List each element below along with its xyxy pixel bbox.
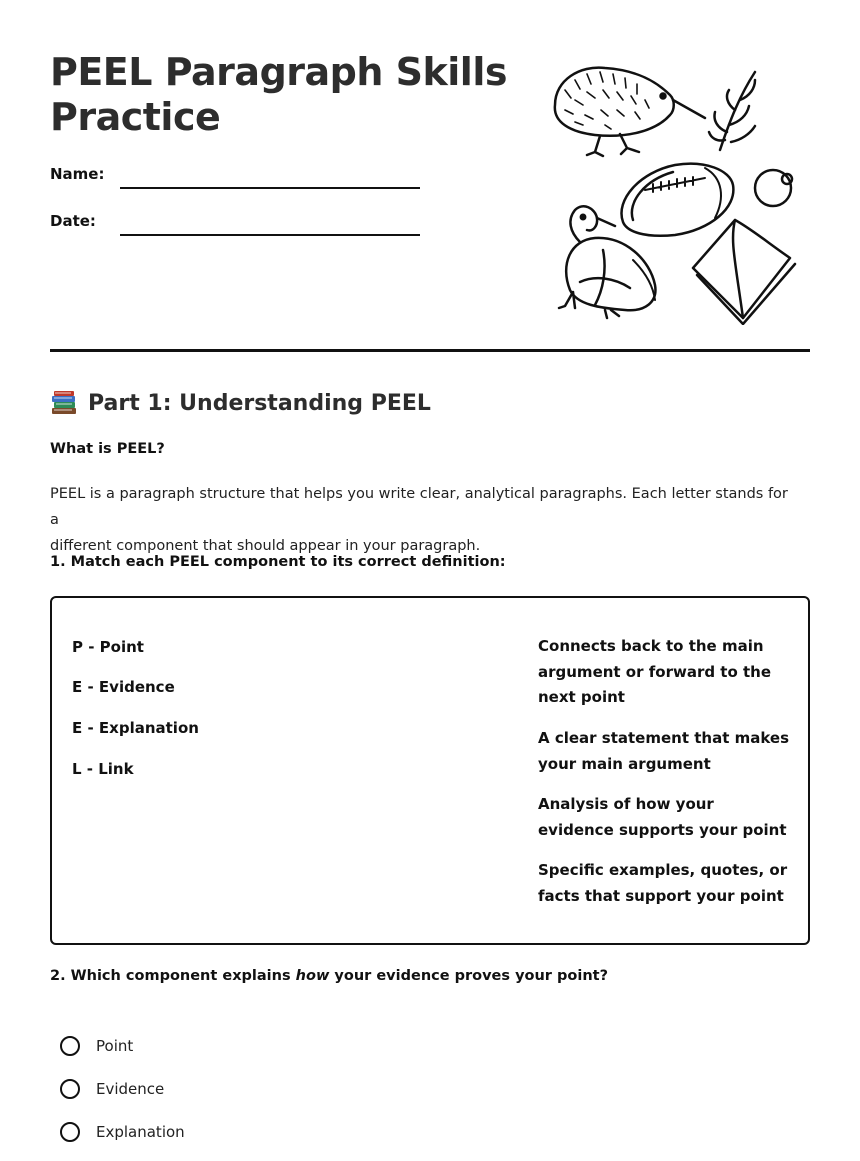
section-divider: [50, 349, 810, 352]
q2-prompt-emphasis: how: [295, 968, 330, 984]
radio-button[interactable]: [60, 1122, 80, 1142]
title-line-2: Practice: [50, 95, 221, 139]
component-explanation[interactable]: E - Explanation: [72, 719, 199, 737]
books-icon: [50, 389, 78, 417]
radio-button[interactable]: [60, 1079, 80, 1099]
page-title: [50, 50, 507, 140]
q2-prompt-end: your evidence proves your point?: [329, 968, 608, 984]
radio-button[interactable]: [60, 1036, 80, 1056]
rugby-ball-icon: [622, 164, 734, 236]
kiwi-bird-icon: [555, 68, 705, 156]
definition-item[interactable]: Specific examples, quotes, or facts that support your point: [538, 861, 788, 905]
option-point[interactable]: [60, 1033, 133, 1059]
option-explanation[interactable]: [60, 1119, 185, 1145]
name-label: Name:: [50, 165, 105, 183]
what-is-peel-heading: What is PEEL?: [50, 441, 165, 457]
intro-line-2: different component that should appear in your paragraph.: [50, 538, 481, 554]
part1-heading: [50, 389, 431, 417]
component-point[interactable]: P - Point: [72, 638, 144, 656]
q2-prompt-start: 2. Which component explains: [50, 968, 296, 984]
part1-heading-text: Part 1: Understanding PEEL: [88, 390, 431, 416]
option-label: Point: [96, 1037, 134, 1055]
matching-box: [50, 596, 810, 945]
option-label: Explanation: [96, 1123, 185, 1141]
open-book-icon: [693, 220, 795, 324]
component-link[interactable]: L - Link: [72, 760, 134, 778]
definition-item[interactable]: A clear statement that makes your main argument: [538, 729, 790, 773]
intro-paragraph: [50, 481, 790, 559]
date-field[interactable]: [120, 234, 420, 236]
ring-icon: [755, 170, 792, 206]
q2-prompt: [50, 968, 608, 984]
header-illustration: [545, 60, 805, 325]
option-label: Evidence: [96, 1080, 165, 1098]
name-field[interactable]: [120, 187, 420, 189]
option-evidence[interactable]: [60, 1076, 164, 1102]
definition-item[interactable]: Connects back to the main argument or forward to the next point: [538, 637, 772, 706]
definition-item[interactable]: Analysis of how your evidence supports your point: [538, 795, 787, 839]
component-evidence[interactable]: E - Evidence: [72, 678, 175, 696]
title-line-1: PEEL Paragraph Skills: [50, 50, 507, 94]
q1-prompt: 1. Match each PEEL component to its correct definition:: [50, 554, 506, 570]
date-label: Date:: [50, 212, 96, 230]
fern-sprig-icon: [709, 72, 755, 150]
intro-line-1: PEEL is a paragraph structure that helps you write clear, analytical paragraphs. Each letter stands for a: [50, 486, 788, 528]
